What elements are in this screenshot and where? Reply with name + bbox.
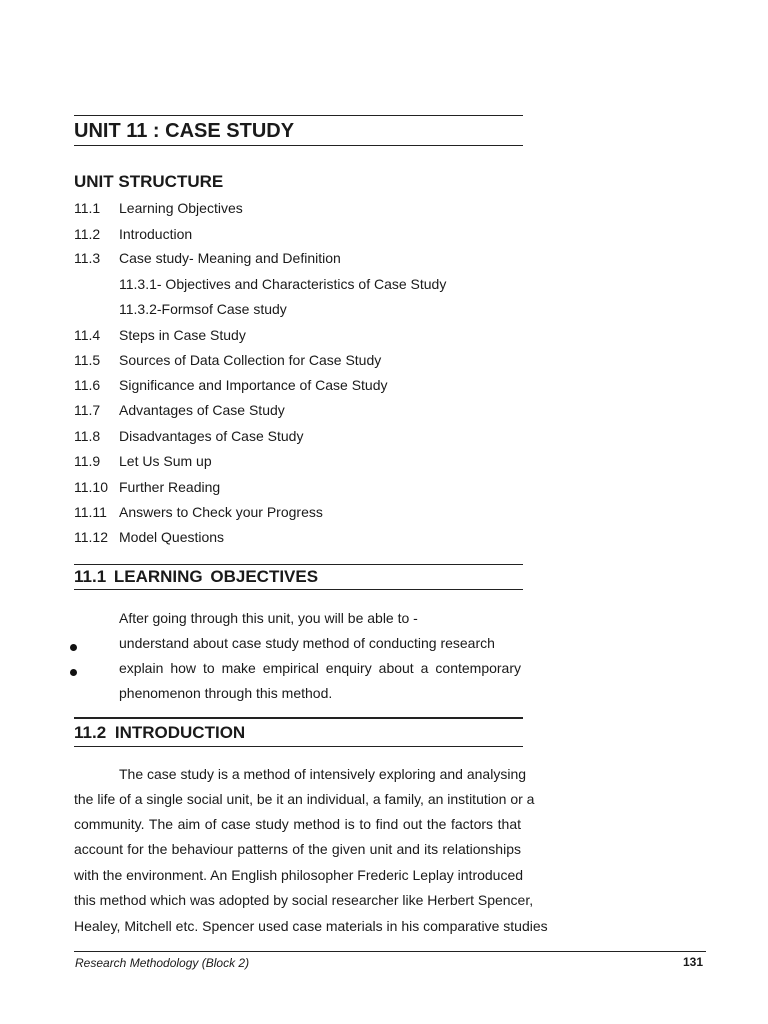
paragraph-line: The case study is a method of intensively exploring and analysing [119,766,527,782]
toc-item-title: Advantages of Case Study [119,402,285,418]
bullet-marker [70,661,77,681]
objective-bullet-text: understand about case study method of conducting research [119,635,495,651]
paragraph-line: this method which was adopted by social researcher like Herbert Spencer, [74,892,534,908]
toc-item-title: Model Questions [119,529,225,545]
page-number: 131 [683,955,704,969]
paragraph-line: the life of a single social unit, be it an individual, a family, an institution or a [74,791,535,807]
toc-item-title: Answers to Check your Progress [119,504,323,520]
toc-item-number: 11.6 [74,377,101,393]
toc-item-number: 11.11 [74,504,107,520]
toc-item-number: 11.10 [74,479,108,495]
toc-item-title: Let Us Sum up [119,453,212,469]
objectives-intro: After going through this unit, you will be able to - [119,610,418,626]
objectives-heading: 11.1 LEARNING OBJECTIVES [74,567,319,586]
toc-item-number: 11.2 [74,226,101,242]
toc-item-number: 11.4 [74,327,101,343]
introduction-heading: 11.2 INTRODUCTION [74,723,246,742]
objectives-top-rule [74,564,523,565]
title-bottom-rule [74,145,523,146]
toc-item-title: Steps in Case Study [119,327,246,343]
toc-item-title: Learning Objectives [119,200,243,216]
toc-item-number: 11.5 [74,352,101,368]
bullet-marker [70,636,77,656]
paragraph-line: Healey, Mitchell etc. Spencer used case materials in his comparative studies [74,918,548,934]
toc-item-title: Disadvantages of Case Study [119,428,304,444]
toc-item-number: 11.8 [74,428,101,444]
objectives-bottom-rule [74,589,523,590]
title-top-rule [74,115,523,116]
footer-rule [74,951,706,952]
introduction-top-rule [74,717,523,719]
introduction-bottom-rule [74,746,523,747]
objective-bullet-continuation: phenomenon through this method. [119,685,333,701]
paragraph-line: community. The aim of case study method is to find out the factors that [74,816,521,832]
paragraph-line: account for the behaviour patterns of the given unit and its relationships [74,841,521,857]
paragraph-line: with the environment. An English philosopher Frederic Leplay introduced [74,867,524,883]
toc-subitem: 11.3.2-Formsof Case study [119,301,287,317]
toc-item-title: Sources of Data Collection for Case Study [119,352,382,368]
toc-subitem: 11.3.1- Objectives and Characteristics of Case Study [119,276,447,292]
footer-book-title: Research Methodology (Block 2) [75,956,250,970]
toc-item-title: Introduction [119,226,193,242]
objective-bullet-text: explain how to make empirical enquiry about a contemporary [119,660,521,676]
toc-item-title: Further Reading [119,479,221,495]
unit-title: UNIT 11 : CASE STUDY [74,120,295,142]
toc-item-title: Case study- Meaning and Definition [119,250,341,266]
toc-item-title: Significance and Importance of Case Study [119,377,388,393]
toc-item-number: 11.9 [74,453,101,469]
toc-item-number: 11.3 [74,250,101,266]
unit-structure-heading: UNIT STRUCTURE [74,172,224,191]
toc-item-number: 11.7 [74,402,101,418]
toc-item-number: 11.1 [74,200,101,216]
toc-item-number: 11.12 [74,529,108,545]
